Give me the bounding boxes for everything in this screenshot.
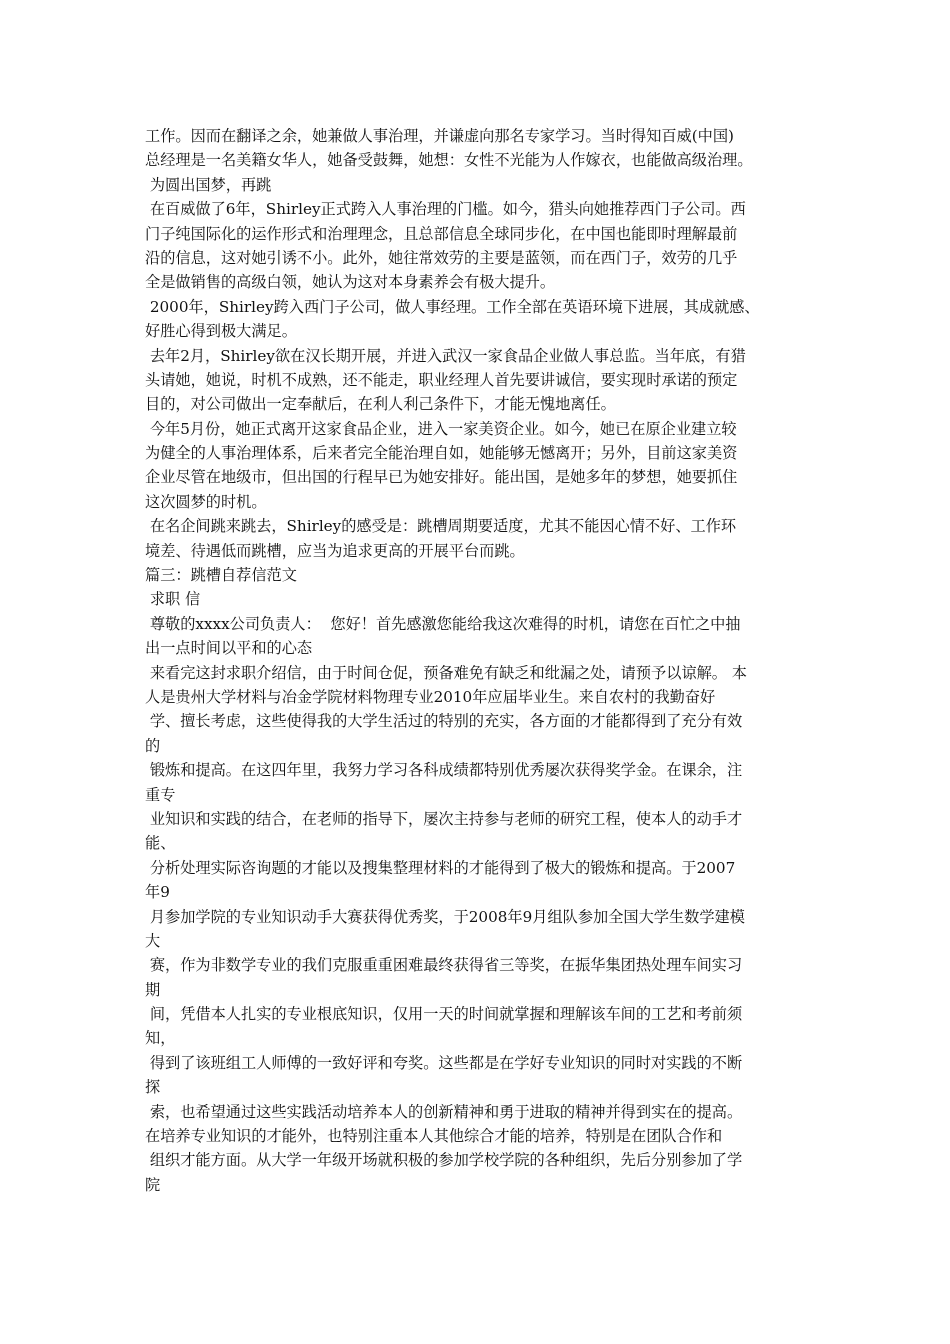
text-line: 出一点时间以平和的心态: [145, 639, 313, 658]
text-line: 好胜心得到极大满足。: [145, 322, 297, 341]
text-line: 企业尽管在地级市，但出国的行程早已为她安排好。能出国，是她多年的梦想，她要抓住: [145, 468, 738, 487]
text-line: 人是贵州大学材料与冶金学院材料物理专业2010年应届毕业生。来自农村的我勤奋好: [145, 687, 716, 706]
text-line: 分析处理实际咨询题的才能以及搜集整理材料的才能得到了极大的锻炼和提高。于2007: [145, 858, 736, 877]
text-line: 总经理是一名美籍女华人，她备受鼓舞，她想：女性不光能为人作嫁衣，也能做高级治理。: [145, 151, 753, 170]
text-line: 间，凭借本人扎实的专业根底知识，仅用一天的时间就掌握和理解该车间的工艺和考前须: [145, 1005, 743, 1024]
text-line: 2000年，Shirley跨入西门子公司，做人事经理。工作全部在英语环境下进展，其成就感、: [145, 297, 760, 316]
text-line: 重专: [145, 785, 176, 804]
text-line: 境差、待遇低而跳槽，应当为追求更高的开展平台而跳。: [145, 541, 525, 560]
text-line: 院: [145, 1175, 161, 1194]
text-line: 组织才能方面。从大学一年级开场就积极的参加学校学院的各种组织，先后分别参加了学: [145, 1151, 743, 1170]
text-line: 锻炼和提高。在这四年里，我努力学习各科成绩都特别优秀屡次获得奖学金。在课余，注: [145, 761, 743, 780]
text-line: 全是做销售的高级白领，她认为这对本身素养会有极大提升。: [145, 273, 556, 292]
text-line: 得到了该班组工人师傅的一致好评和夸奖。这些都是在学好专业知识的同时对实践的不断: [145, 1053, 743, 1072]
text-line: 目的，对公司做出一定奉献后，在利人利己条件下，才能无愧地离任。: [145, 395, 616, 414]
text-line: 赛，作为非数学专业的我们克服重重困难最终获得省三等奖，在振华集团热处理车间实习: [145, 956, 743, 975]
text-line: 业知识和实践的结合，在老师的指导下，屡次主持参与老师的研究工程，使本人的动手才: [145, 809, 743, 828]
text-line: 期: [145, 980, 161, 999]
text-line: 工作。因而在翻译之余，她兼做人事治理，并谦虚向那名专家学习。当时得知百威(中国): [145, 127, 734, 145]
text-line: 来看完这封求职介绍信，由于时间仓促，预备难免有缺乏和纰漏之处，请预予以谅解。 本: [145, 663, 747, 682]
text-line: 头请她，她说，时机不成熟，还不能走，职业经理人首先要讲诚信，要实现时承诺的预定: [145, 370, 738, 389]
text-line: 尊敬的xxxx公司负责人： 您好！首先感激您能给我这次难得的时机，请您在百忙之中抽: [145, 614, 741, 633]
text-line: 在百威做了6年，Shirley正式跨入人事治理的门槛。如今，猎头向她推荐西门子公司。西: [145, 200, 746, 219]
text-line: 探: [145, 1078, 161, 1097]
text-line: 求职 信: [145, 590, 201, 609]
text-line: 去年2月，Shirley欲在汉长期开展，并进入武汉一家食品企业做人事总监。当年底，有猎: [145, 346, 746, 365]
text-line: 在名企间跳来跳去，Shirley的感受是：跳槽周期要适度，尤其不能因心情不好、工作环: [145, 517, 737, 536]
text-line: 这次圆梦的时机。: [145, 492, 267, 511]
text-line: 为健全的人事治理体系，后来者完全能治理自如，她能够无憾离开；另外，目前这家美资: [145, 444, 738, 463]
document-body: [145, 124, 825, 1197]
text-line: 门子纯国际化的运作形式和治理理念，且总部信息全球同步化，在中国也能即时理解最前: [145, 224, 738, 243]
text-line: 能、: [145, 834, 176, 853]
text-line: 年9: [145, 883, 170, 902]
text-line: 在培养专业知识的才能外，也特别注重本人其他综合才能的培养，特别是在团队合作和: [145, 1127, 723, 1146]
text-line: 篇三：跳槽自荐信范文: [145, 566, 297, 585]
text-line: 为圆出国梦，再跳: [145, 175, 272, 194]
text-line: 大: [145, 931, 161, 950]
text-line: 沿的信息，这对她引诱不小。此外，她往常效劳的主要是蓝领，而在西门子，效劳的几乎: [145, 248, 738, 267]
text-line: 索，也希望通过这些实践活动培养本人的创新精神和勇于进取的精神并得到实在的提高。: [145, 1102, 743, 1121]
text-line: 月参加学院的专业知识动手大赛获得优秀奖，于2008年9月组队参加全国大学生数学建模: [145, 907, 745, 926]
text-line: 学、擅长考虑，这些使得我的大学生活过的特别的充实，各方面的才能都得到了充分有效: [145, 712, 743, 731]
text-line: 今年5月份，她正式离开这家食品企业，进入一家美资企业。如今，她已在原企业建立较: [145, 419, 737, 438]
text-line: 知，: [145, 1029, 176, 1048]
text-line: 的: [145, 736, 161, 755]
